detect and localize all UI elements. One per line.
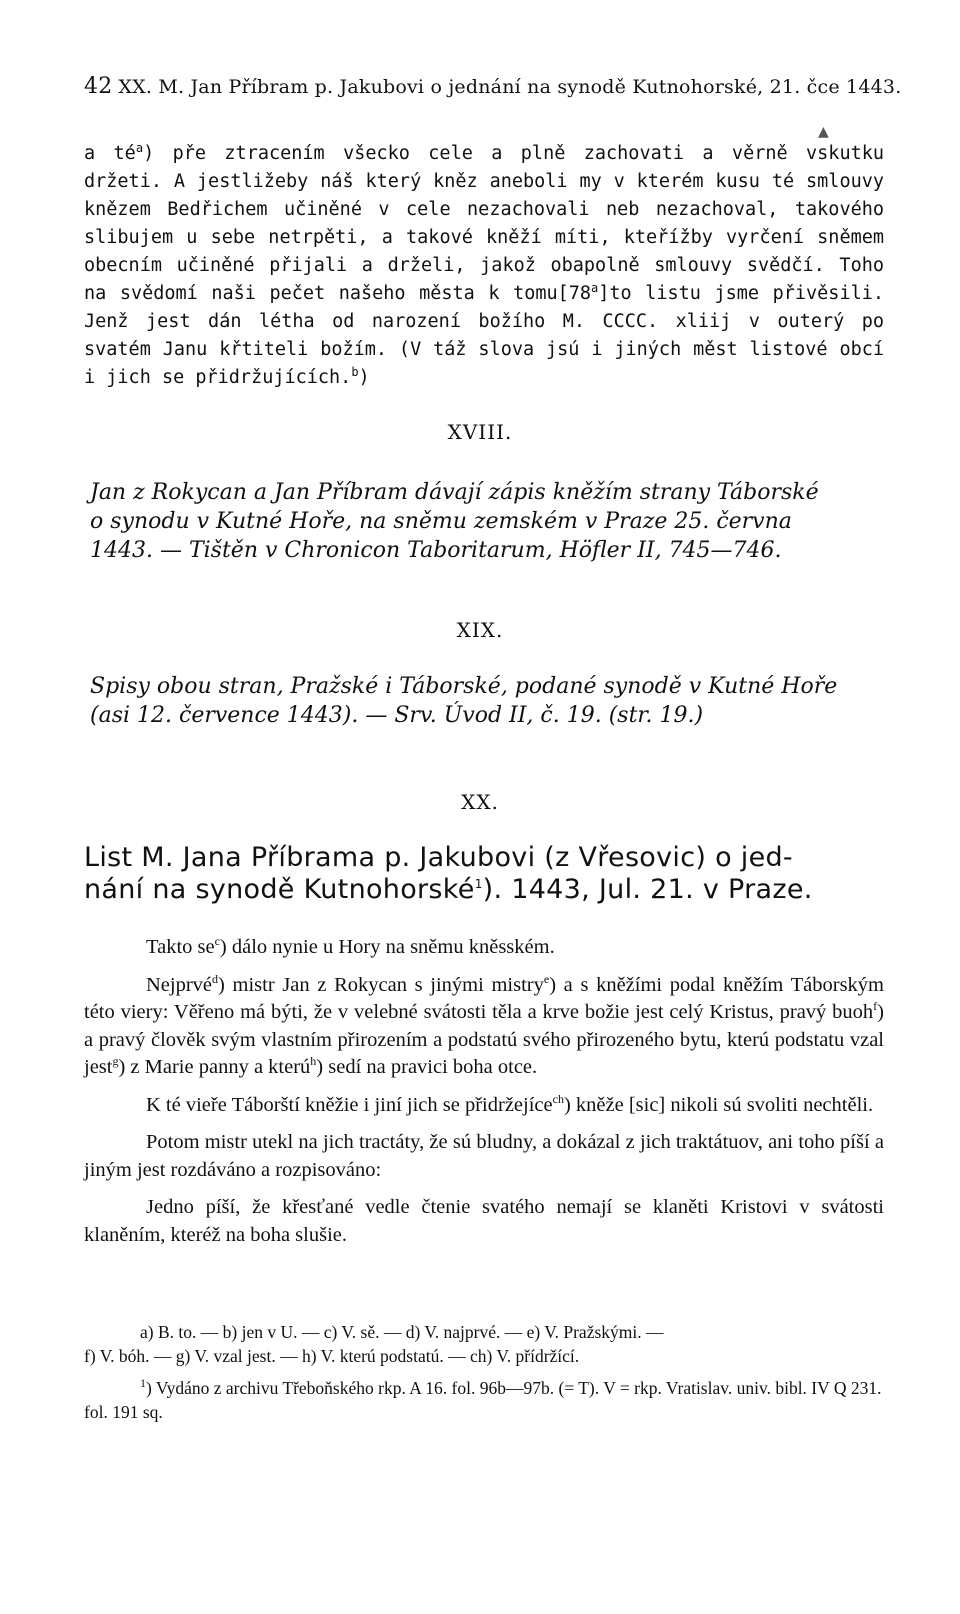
footnotes [84,1320,884,1424]
variant-notes-line: f) V. bóh. — g) V. vzal jest. — h) V. kterú podstatú. — ch) V. přídržící. [84,1346,580,1366]
letter-paragraph: Nejprvé$^d$) mistr Jan z Rokycan s jinými mistry$^e$) a s kněžími podal kněžím Táborským této viery: Věřeno má býti, že v velebné svátosti těla a krve božie jest celý Kristus, pravý buoh$^f$) a pravý člověk svým vlastním přirozením a podstatú svého přirozeného bytu, kterú podstatu vzal jest$^g$) z Marie panny a kterú$^h$) sedí na pravici boha otce. [84,971,884,1078]
variant-notes-line: a) B. to. — b) jen v U. — c) V. sě. — d) V. najprvé. — e) V. Pražskými. — [140,1322,664,1342]
section-18-abstract: Jan z Rokycan a Jan Příbram dávají zápis kněžím strany Táborské o synodu v Kutné Hoře, na sněmu zemském v Praze 25. června 1443. — Tištěn v Chronicon Taboritarum, Höfler II, 745—746. [90,480,819,563]
letter-title: List M. Jana Příbrama p. Jakubovi (z Vřesovic) o jed- nání na synodě Kutnohorské$^1$). 1443, Jul. 21. v Praze. [84,842,813,905]
ornament-mark-icon: ▲ [818,124,829,140]
letter-paragraph: Jedno píší, že křesťané vedle čtenie svatého nemají se klaněti Kristovi v svátosti klaněním, kteréž na boha slušie. [84,1196,884,1246]
letter-paragraph: Takto $se^c$) dálo nynie u Hory na sněmu kněsském. [146,934,555,958]
section-19-abstract: Spisy obou stran, Pražské i Táborské, podané synodě v Kutné Hoře (asi 12. července 1443). — Srv. Úvod II, č. 19. (str. 19.) [90,674,838,728]
section-number-18: XVIII. [447,420,513,444]
continuation-paragraph [84,140,884,392]
running-header [84,74,902,99]
letter-body [84,934,884,1259]
section-number-19: XIX. [456,618,504,642]
letter-paragraph: Potom mistr utekl na jich tractáty, že sú bludny, a dokázal z jich traktátuov, ani toho píší a jiným jest rozdáváno a rozpisováno: [84,1131,884,1181]
section-number-20: XX. [461,790,499,814]
page-number: 42 [84,74,113,99]
running-title: XX. M. Jan Příbram p. Jakubovi o jednání na synodě Kutnohorské, 21. čce 1443. [118,76,902,98]
source-footnote: $^1$) Vydáno z archivu Třeboňského rkp. A 16. fol. 96b—97b. (= T). V = rkp. Vratislav. univ. bibl. IV Q 231. fol. 191 sq. [84,1376,882,1422]
letter-paragraph: K té vieře Táborští kněžie i jiní jich se přidržejíce$^{ch}$) kněže [sic] nikoli sú svoliti nechtěli. [146,1091,874,1116]
continuation-text: a $té^a$) pře ztracením všecko cele a plně zachovati a věrně vskutku držeti. A jestližeby náš který kněz aneboli my v kterém kusu té smlouvy knězem Bedřichem učiněné v cele nezachovali neb nezachoval, takového slibujem u sebe netrpěti, a takové kněží míti, kteřížby vyrčení sněmem obecním učiněné přijali a drželi, jakož obapolně smlouvy svědčí. Toho na svědomí naši pečet našeho města k tomu[78$^a$]to listu jsme přivěsili. Jenž jest dán létha od narození božího M. CCCC. xliij v outerý po svatém Janu křtiteli božím. (V táž slova jsú i jiných měst listové obcí i jich se přidržujících.$^b$) [84,140,885,388]
